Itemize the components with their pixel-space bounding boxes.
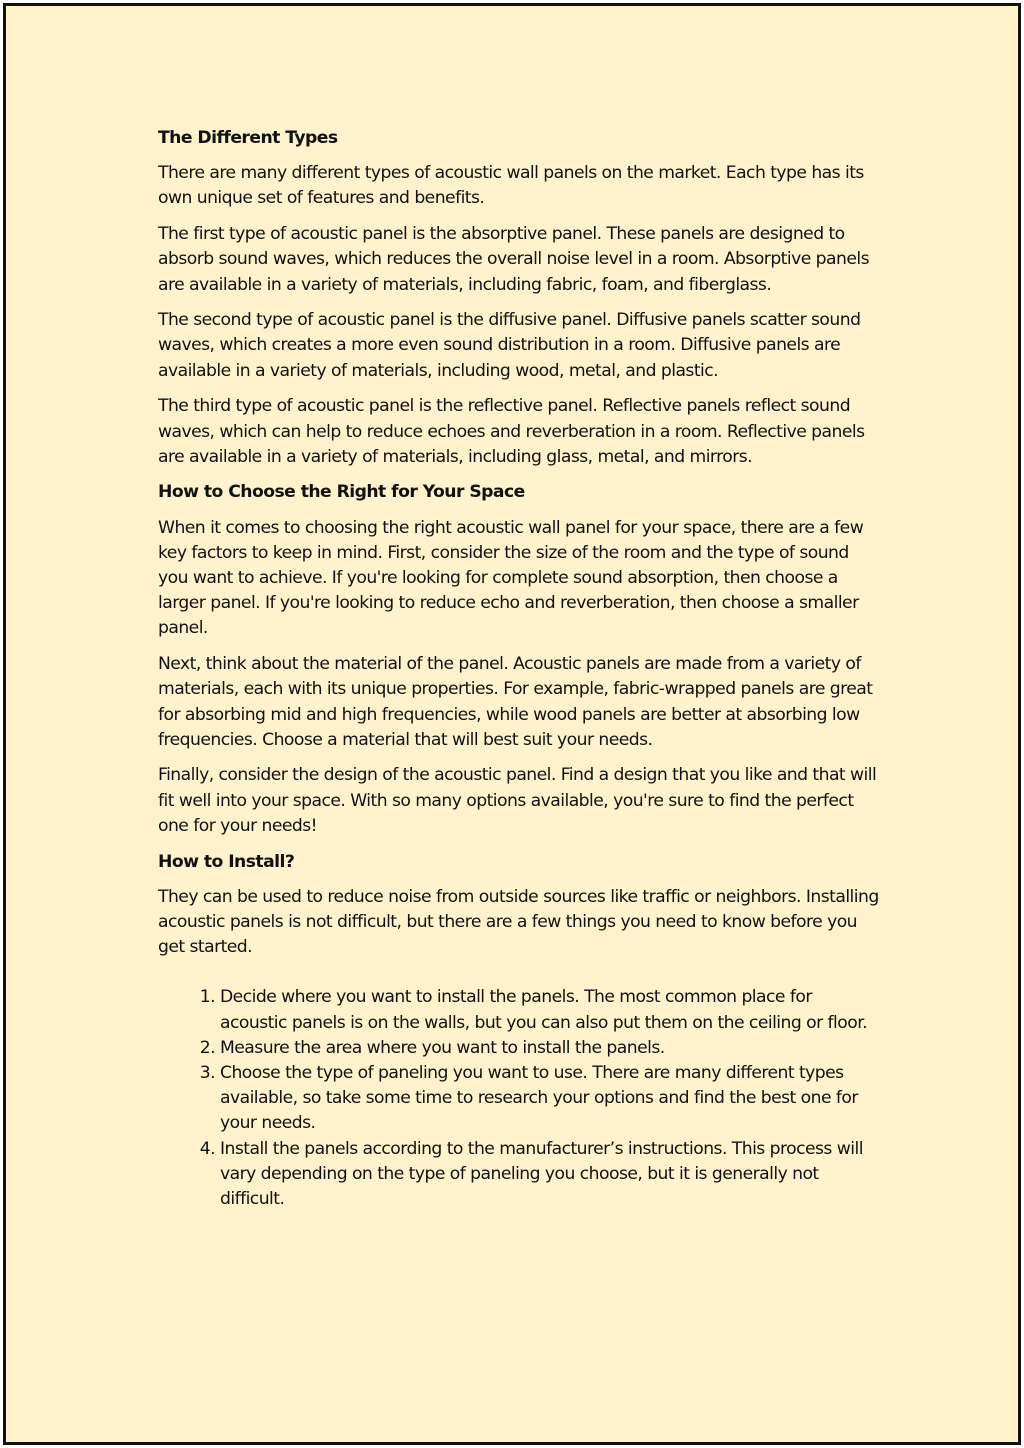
paragraph: The third type of acoustic panel is the reflective panel. Reflective panels reflect sound waves, which can help to reduce echoes and reverberation in a room. Reflective panels are available in a variety of materials, including glass, metal, and mirrors.	[158, 396, 865, 467]
list-item: 2. Measure the area where you want to install the panels.	[220, 1036, 880, 1061]
list-item: 3. Choose the type of paneling you want to use. There are many different types available, so take some time to research your options and find the best one for your needs.	[220, 1061, 880, 1137]
paragraph: Finally, consider the design of the acoustic panel. Find a design that you like and that will fit well into your space. With so many options available, you're sure to find the perfect one for your needs!	[158, 765, 877, 836]
paragraph: When it comes to choosing the right acoustic wall panel for your space, there are a few key factors to keep in mind. First, consider the size of the room and the type of sound you want to achieve. If you're looking for complete sound absorption, then choose a larger panel. If you're looking to reduce echo and reverberation, then choose a smaller panel.	[158, 517, 864, 639]
document-page	[3, 3, 1021, 1445]
paragraph: They can be used to reduce noise from outside sources like traffic or neighbors. Installing acoustic panels is not difficult, but there are a few things you need to know before you get started.	[158, 886, 879, 958]
paragraph: The first type of acoustic panel is the absorptive panel. These panels are designed to absorb sound waves, which reduces the overall noise level in a room. Absorptive panels are available in a variety of materials, including fabric, foam, and fiberglass.	[158, 224, 869, 295]
list-item: 1. Decide where you want to install the panels. The most common place for acoustic panels is on the walls, but you can also put them on the ceiling or floor.	[220, 985, 880, 1035]
heading-how-to-choose: How to Choose the Right for Your Space	[158, 482, 525, 503]
install-steps-list	[158, 985, 880, 1212]
list-item: 4. Install the panels according to the manufacturer’s instructions. This process will vary depending on the type of paneling you choose, but it is generally not difficult.	[220, 1137, 880, 1213]
paragraph: Next, think about the material of the panel. Acoustic panels are made from a variety of materials, each with its unique properties. For example, fabric-wrapped panels are great for absorbing mid and high frequencies, while wood panels are better at absorbing low frequencies. Choose a material that will best suit your needs.	[158, 654, 873, 750]
heading-different-types: The Different Types	[158, 128, 338, 148]
paragraph: The second type of acoustic panel is the diffusive panel. Diffusive panels scatter sound waves, which creates a more even sound distribution in a room. Diffusive panels are available in a variety of materials, including wood, metal, and plastic.	[158, 310, 861, 381]
heading-how-to-install: How to Install?	[158, 851, 295, 872]
document-body	[158, 126, 880, 1212]
paragraph: There are many different types of acoustic wall panels on the market. Each type has its own unique set of features and benefits.	[158, 163, 864, 209]
